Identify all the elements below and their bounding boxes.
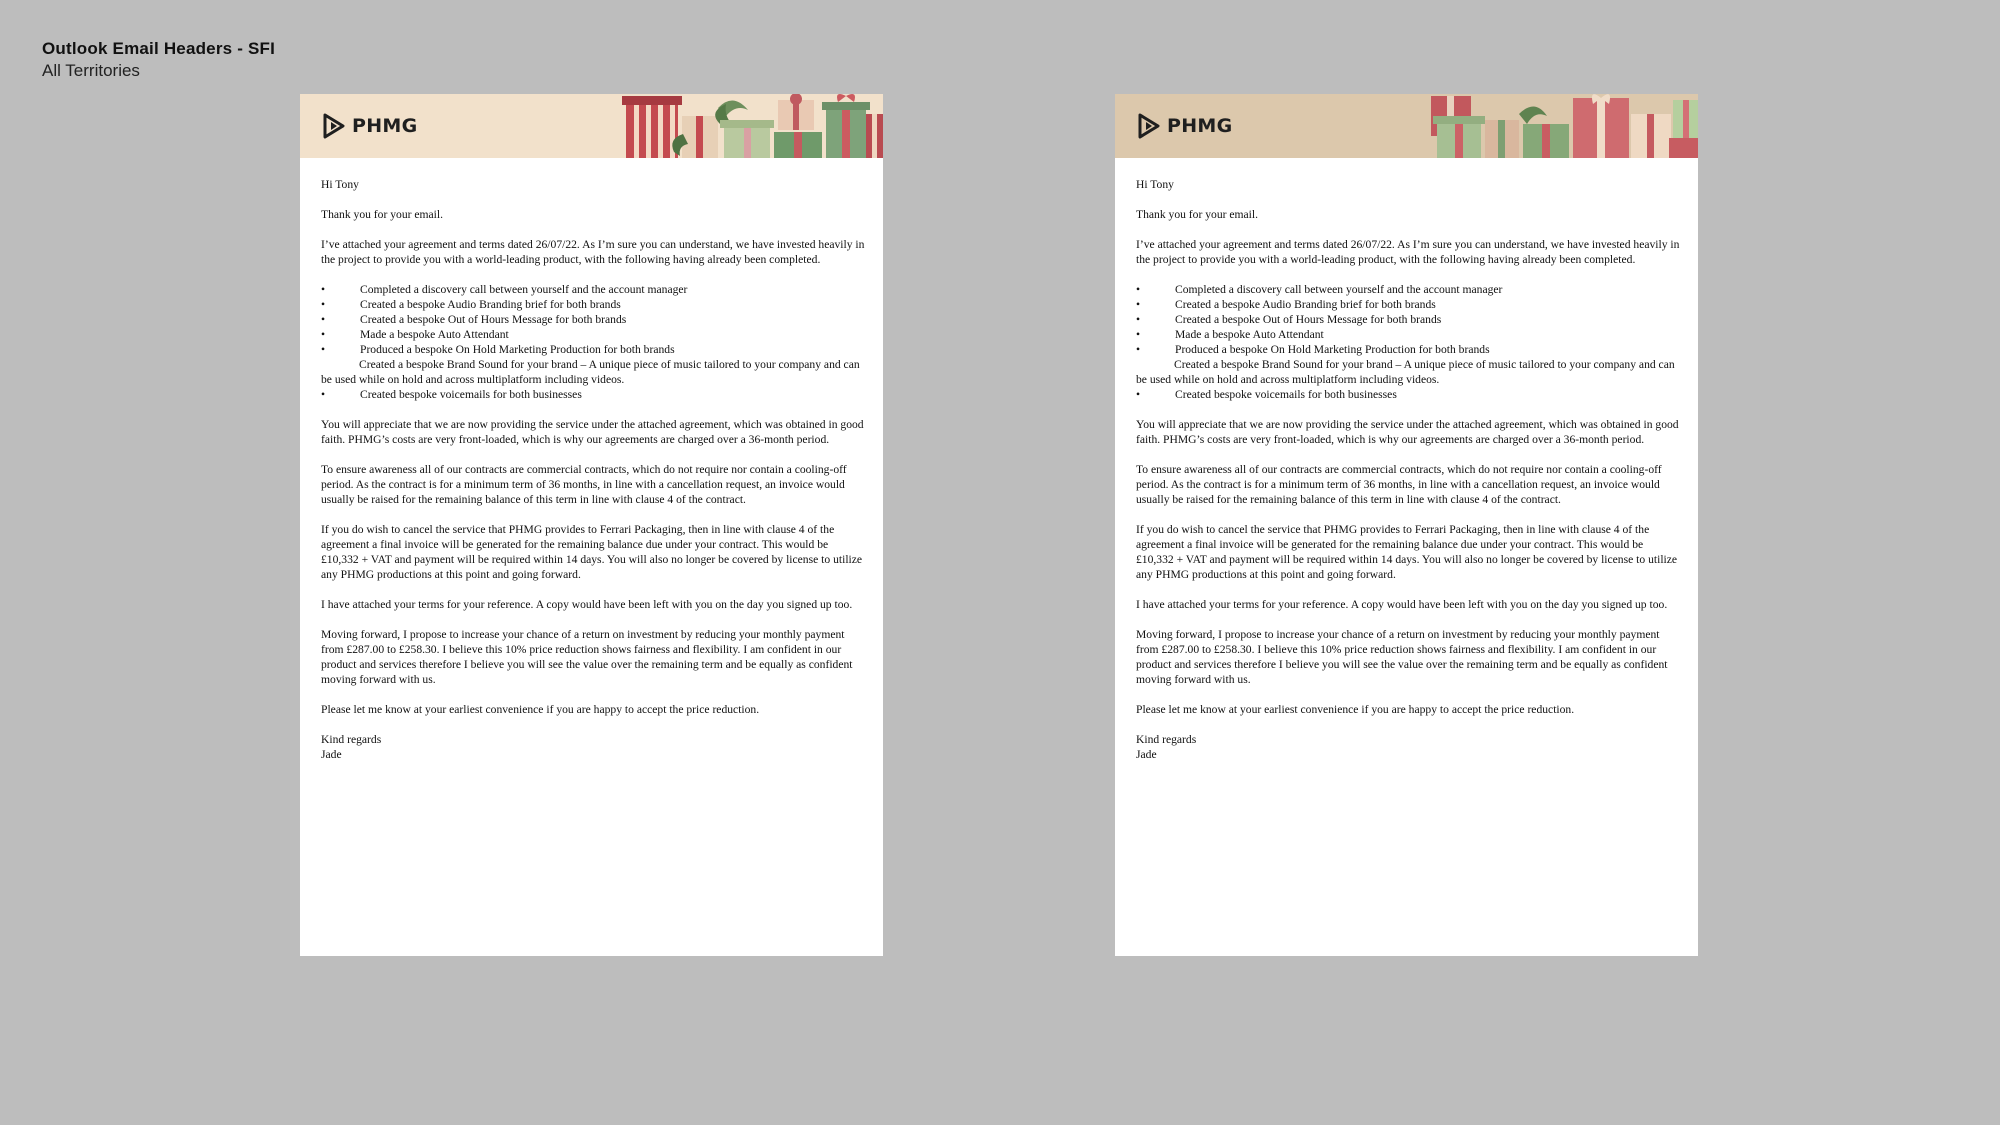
phmg-logo [1137, 113, 1233, 139]
list-item: • Created a bespoke Audio Branding brief for both brands [1136, 297, 1681, 312]
list-item: • Made a bespoke Auto Attendant [321, 327, 866, 342]
signoff: Kind regards [321, 733, 382, 746]
body-paragraph: I have attached your terms for your reference. A copy would have been left with you on the day you signed up too. [321, 598, 853, 611]
page-subtitle: All Territories [42, 61, 140, 80]
thanks-line: Thank you for your email. [321, 208, 444, 221]
signoff: Kind regards [1136, 733, 1197, 746]
body-paragraph: If you do wish to cancel the service that PHMG provides to Ferrari Packaging, then in line with clause 4 of the agreement a final invoice will be generated for the remaining balance due under your contract. This would be £10,332 + VAT and payment will be required within 14 days. You will also no longer be covered by license to utilize any PHMG productions at this point and going forward. [321, 523, 863, 581]
logo-text: PHMG [352, 115, 418, 137]
email-header-banner [1115, 94, 1698, 158]
body-paragraph: You will appreciate that we are now providing the service under the attached agreement, which was obtained in good faith. PHMG’s costs are very front-loaded, which is why our agreements are charged over a 36-month period. [1136, 418, 1679, 446]
email-body [1136, 177, 1681, 762]
logo-text: PHMG [1167, 115, 1233, 137]
email-header-banner [300, 94, 883, 158]
list-item: • Created bespoke voicemails for both businesses [321, 387, 866, 402]
body-paragraph: I have attached your terms for your reference. A copy would have been left with you on the day you signed up too. [1136, 598, 1668, 611]
christmas-gifts-illustration [1423, 94, 1698, 158]
list-item: • Created a bespoke Audio Branding brief for both brands [321, 297, 866, 312]
body-paragraph: Please let me know at your earliest convenience if you are happy to accept the price reduction. [1136, 703, 1575, 716]
greeting: Hi Tony [1136, 178, 1174, 191]
body-paragraph: To ensure awareness all of our contracts are commercial contracts, which do not require nor contain a cooling-off period. As the contract is for a minimum term of 36 months, in line with a cancellation request, an invoice would usually be raised for the remaining balance of this term in line with clause 4 of the contract. [321, 463, 847, 506]
body-paragraph: You will appreciate that we are now providing the service under the attached agreement, which was obtained in good faith. PHMG’s costs are very front-loaded, which is why our agreements are charged over a 36-month period. [321, 418, 864, 446]
play-triangle-icon [1137, 113, 1161, 139]
play-triangle-icon [322, 113, 346, 139]
greeting: Hi Tony [321, 178, 359, 191]
list-item: • Created a bespoke Out of Hours Message for both brands [1136, 312, 1681, 327]
list-item: • Created a bespoke Out of Hours Message for both brands [321, 312, 866, 327]
list-item: • Produced a bespoke On Hold Marketing Production for both brands [1136, 342, 1681, 357]
intro-paragraph: I’ve attached your agreement and terms dated 26/07/22. As I’m sure you can understand, we have invested heavily in the project to provide you with a world-leading product, with the following having already been completed. [321, 238, 865, 266]
body-paragraph: To ensure awareness all of our contracts are commercial contracts, which do not require nor contain a cooling-off period. As the contract is for a minimum term of 36 months, in line with a cancellation request, an invoice would usually be raised for the remaining balance of this term in line with clause 4 of the contract. [1136, 463, 1662, 506]
email-body [321, 177, 866, 762]
signature: Jade [321, 748, 342, 761]
completed-work-list [1136, 282, 1681, 402]
list-item: • Completed a discovery call between yourself and the account manager [321, 282, 866, 297]
body-paragraph: Moving forward, I propose to increase your chance of a return on investment by reducing your monthly payment from £287.00 to £258.30. I believe this 10% price reduction shows fairness and flexibility. I am confident in our product and services therefore I believe you will see the value over the remaining term and be equally as confident moving forward with us. [321, 628, 853, 686]
signature: Jade [1136, 748, 1157, 761]
list-item: • Made a bespoke Auto Attendant [1136, 327, 1681, 342]
body-paragraph: If you do wish to cancel the service that PHMG provides to Ferrari Packaging, then in line with clause 4 of the agreement a final invoice will be generated for the remaining balance due under your contract. This would be £10,332 + VAT and payment will be required within 14 days. You will also no longer be covered by license to utilize any PHMG productions at this point and going forward. [1136, 523, 1678, 581]
page-heading [42, 38, 275, 82]
list-item: • Produced a bespoke On Hold Marketing Production for both brands [321, 342, 866, 357]
body-paragraph: Moving forward, I propose to increase your chance of a return on investment by reducing your monthly payment from £287.00 to £258.30. I believe this 10% price reduction shows fairness and flexibility. I am confident in our product and services therefore I believe you will see the value over the remaining term and be equally as confident moving forward with us. [1136, 628, 1668, 686]
thanks-line: Thank you for your email. [1136, 208, 1259, 221]
email-preview-right [1115, 94, 1698, 956]
completed-work-list [321, 282, 866, 402]
list-item: Created a bespoke Brand Sound for your brand – A unique piece of music tailored to your company and can be used while on hold and across multiplatform including videos. [321, 358, 860, 386]
phmg-logo [322, 113, 418, 139]
body-paragraph: Please let me know at your earliest convenience if you are happy to accept the price reduction. [321, 703, 760, 716]
list-item: • Created bespoke voicemails for both businesses [1136, 387, 1681, 402]
email-preview-left [300, 94, 883, 956]
list-item: • Completed a discovery call between yourself and the account manager [1136, 282, 1681, 297]
list-item: Created a bespoke Brand Sound for your brand – A unique piece of music tailored to your company and can be used while on hold and across multiplatform including videos. [1136, 358, 1675, 386]
page-title: Outlook Email Headers - SFI [42, 39, 276, 58]
intro-paragraph: I’ve attached your agreement and terms dated 26/07/22. As I’m sure you can understand, we have invested heavily in the project to provide you with a world-leading product, with the following having already been completed. [1136, 238, 1680, 266]
christmas-gifts-illustration [608, 94, 883, 158]
